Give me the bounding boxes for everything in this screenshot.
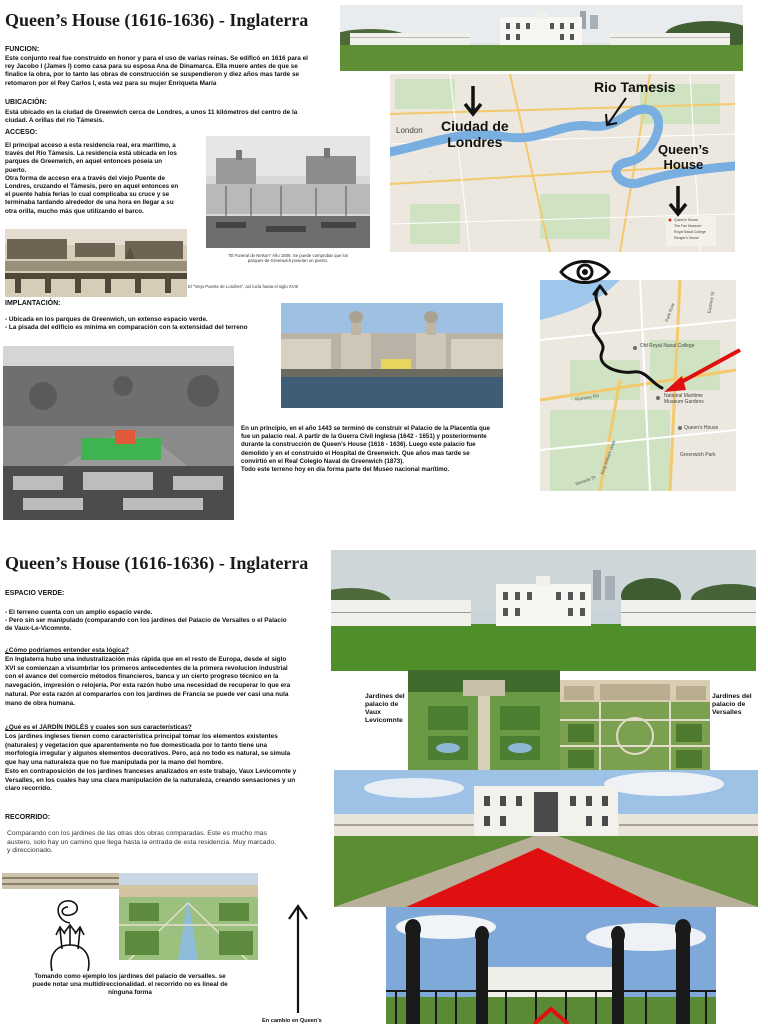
ubicacion-line: Está ubicado en la ciudad de Greenwich cerca de Londres, a unos 11 kilómetros del centro de la bbox=[5, 109, 298, 116]
logica-heading: ¿Cómo podríamos entender esta lógica? bbox=[5, 647, 129, 654]
logica-line: En Inglaterra hubo una industralización más rápida que en el resto de Europa, desde el siglo bbox=[5, 656, 287, 663]
historia-line: Todo este terreno hoy en día forma parte del Museo nacional marítimo. bbox=[241, 466, 450, 474]
jardin-heading: ¿Qué es el JARDÍN INGLÉS y cuales son sus características? bbox=[5, 724, 192, 731]
espacio-line: de Vaux-Le-Vicomnte. bbox=[5, 625, 72, 633]
espacio-text bbox=[5, 609, 325, 634]
versailles-aerial-painting bbox=[119, 873, 258, 960]
implantacion-line: - Ubicada en los parques de Greenwich, un extenso espacio verde. bbox=[5, 316, 208, 323]
versalles-caption-line: Tomando como ejemplo los jardines del palacio de versalles. se bbox=[34, 973, 226, 980]
old-london-bridge-engraving bbox=[5, 229, 187, 297]
recorrido-line: Comparando con los jardines de las otras dos obras comparadas. Este es mucho mas bbox=[7, 830, 267, 837]
map-label-london: London bbox=[396, 126, 423, 135]
old-london-bridge-caption: El "Viejo Puente de Londres", así lucía hasta el siglo XVIII bbox=[188, 284, 299, 289]
direction-triangle-icon bbox=[404, 848, 664, 908]
historia-line: durante la construcción de Queen’s House (1616 - 1636). Luego este palacio fue bbox=[241, 441, 476, 449]
map-label-ciudad-londres bbox=[441, 118, 509, 150]
label-versalles bbox=[712, 693, 766, 717]
recorrido-heading: RECORRIDO: bbox=[5, 814, 51, 821]
espacio-line: - El terreno cuenta con un amplio espacio verde. bbox=[5, 609, 153, 616]
ubicacion-line: ciudad. A orillas del río Támesis. bbox=[5, 117, 104, 125]
label-vaux bbox=[365, 693, 407, 725]
jardin-text bbox=[5, 733, 330, 794]
ubicacion-heading: UBICACIÓN: bbox=[5, 99, 47, 106]
historia-line: En un principio, en el año 1443 se terminó de construir el Palacio de la Placentia que bbox=[241, 425, 490, 432]
red-arrow-icon bbox=[660, 346, 744, 396]
logica-line: natural. Por esta razón al compararlos con los jardines de Francia se puede ver casi una nula bbox=[5, 690, 289, 698]
vaux-garden-photo bbox=[408, 670, 560, 772]
acceso-line: Otra forma de acceso era a través del viejo Puente de bbox=[5, 174, 165, 182]
acceso-line: Londres, cruzando el Támesis, pero en aquel entonces en bbox=[5, 183, 179, 191]
jardin-line: (naturales) y vegetación que aparentemente no fue domesticada por lo tanto tiene una bbox=[5, 741, 268, 749]
implantacion-heading: IMPLANTACIÓN: bbox=[5, 300, 61, 307]
page-title: Queen’s House (1616-1636) - Inglaterra bbox=[5, 10, 309, 30]
logica-line: mano de obra humana. bbox=[5, 699, 75, 707]
acceso-line: el puente había ferias lo cual complicaba su cruce y se bbox=[5, 191, 170, 199]
versalles-caption-line: ninguna forma bbox=[108, 989, 152, 997]
arrow-down-icon bbox=[458, 86, 488, 118]
map2-road-label: Romney Rd bbox=[574, 392, 600, 403]
label-line: palacio de bbox=[712, 701, 746, 708]
jardin-line: claro recorrido. bbox=[5, 785, 52, 793]
map-label-line: House bbox=[663, 157, 704, 172]
map-label-line: Ciudad de bbox=[441, 118, 509, 134]
funeral-nelson-engraving bbox=[206, 136, 370, 248]
arrow-down-left-icon bbox=[600, 96, 630, 128]
label-line: Vaux bbox=[365, 709, 381, 716]
arrow-up-icon bbox=[286, 903, 310, 1013]
recorrido-line: y direccionado. bbox=[7, 847, 53, 855]
acceso-line: otra orilla, mucho más que utilizando el barco. bbox=[5, 207, 144, 215]
espacio-line: - Pero sin ser manipulado (comparando con los jardines del Palacio de Versalles o el Palacio bbox=[5, 617, 287, 625]
funeral-nelson-caption bbox=[206, 253, 370, 264]
arrow-down-icon bbox=[666, 186, 690, 218]
page-title: Queen’s House (1616-1636) - Inglaterra bbox=[5, 553, 309, 573]
caption-line: "El Funeral de Nelson" Año 1806. Se puede comprobar que los bbox=[227, 253, 349, 258]
jardin-line: que hay una naturaleza que no fue manipulada por la mano del hombre. bbox=[5, 759, 224, 767]
acceso-line: El principal acceso a esta residencia real, era marítimo, a bbox=[5, 142, 176, 149]
acceso-heading: ACCESO: bbox=[5, 129, 38, 136]
map2-label-college: Old Royal Naval College bbox=[640, 343, 695, 349]
bottom-caption: En cambio en Queen's bbox=[262, 1018, 322, 1024]
greenwich-college-river-photo bbox=[281, 303, 503, 408]
map2-road-label: King William Walk bbox=[599, 439, 617, 476]
versailles-garden-photo bbox=[560, 680, 710, 772]
historia-line: fue un palacio real. A partir de la Guerra Civil Inglesa (1642 - 1651) y posteriormente bbox=[241, 433, 487, 441]
svg-text:·: · bbox=[430, 170, 432, 176]
label-line: Levicomnte bbox=[365, 717, 403, 724]
acceso-text bbox=[5, 142, 203, 216]
label-line: Versalles bbox=[712, 709, 742, 716]
logica-line: con el avance del comercio métodos financieros, banca y un cierto progreso técnico en la bbox=[5, 673, 279, 681]
acceso-line: parques de Greenwich, en aquel entonces poseía un bbox=[5, 158, 163, 166]
funcion-line: Este conjunto real fue construido en honor y para el uso de varias reinas. Se edificó en 1616 para el bbox=[5, 55, 308, 62]
svg-text:The Fan Museum: The Fan Museum bbox=[674, 224, 702, 228]
espacio-heading: ESPACIO VERDE: bbox=[5, 590, 65, 597]
logica-line: XVI se comienzan a visumbrlar los primeros antecedentes de la primera revolucion industrial bbox=[5, 664, 288, 672]
map2-road-label: Nevada St bbox=[574, 474, 597, 487]
funcion-heading: FUNCION: bbox=[5, 46, 40, 53]
map2-label-park: Greenwich Park bbox=[680, 452, 716, 458]
jardin-line: Esto en contraposición de los jardines franceses analizados en este trabajo, Vaux Levicomnte y bbox=[5, 767, 297, 775]
logica-line: navegación, impresión o relojería. Por esta razón hubo una necesidad de recuperar lo que era bbox=[5, 682, 291, 690]
svg-text:Royal Naval College: Royal Naval College bbox=[674, 230, 706, 234]
label-line: Jardines del bbox=[712, 693, 752, 700]
versalles-caption bbox=[12, 973, 248, 998]
queens-house-gate-photo bbox=[386, 907, 716, 1024]
map-label-rio-tamesis: Rio Tamesis bbox=[594, 79, 676, 95]
acceso-line: través del Río Támesis. La residencia está ubicada en los bbox=[5, 150, 177, 158]
queens-house-lawn-photo bbox=[331, 550, 756, 671]
funcion-line: finalice la obra, por lo tanto las obras de construcción se suspendieron y diez años mas tarde se bbox=[5, 71, 300, 79]
funcion-text bbox=[5, 55, 335, 88]
greenwich-aerial-photo bbox=[3, 346, 234, 520]
svg-text:·: · bbox=[630, 220, 632, 226]
historia-text bbox=[241, 425, 531, 474]
map-label-line: Londres bbox=[447, 134, 503, 150]
label-line: palacio de bbox=[365, 701, 399, 708]
svg-text:Queen's House: Queen's House bbox=[674, 218, 699, 222]
map2-road-label: Park Row bbox=[664, 302, 676, 323]
versalles-caption-line: puede notar una multidireccionalidad. el recorrido no es lineal de bbox=[32, 981, 228, 989]
recorrido-line: austero, solo hay un camino que llega hasta la entrada de esta residencia. Muy marcado, bbox=[7, 838, 277, 846]
jardin-line: Versalles, en los cuales hay una clara manipulación de la naturaleza, creando sensaciones y un bbox=[5, 776, 296, 784]
map-label-queens-house bbox=[658, 142, 709, 172]
implantacion-line: - La pisada del edificio es mínima en comparación con la extensidad del terreno bbox=[5, 324, 248, 332]
map-label-line: Queen’s bbox=[658, 142, 709, 157]
label-line: Jardines del bbox=[365, 693, 405, 700]
jardin-line: morfología irregular y algunos elementos decorativos. Pero, acá no todo es natural, se simula bbox=[5, 750, 291, 758]
svg-text:Ranger's House: Ranger's House bbox=[674, 236, 699, 240]
multidirection-sketch-icon bbox=[38, 893, 102, 973]
funcion-line: rey Jacobo I (James I) como casa para su esposa Ana de Dinamarca. Ella muere antes de que se bbox=[5, 63, 298, 71]
caption-line: parques de Greenwich poseían un puerto. bbox=[247, 258, 329, 264]
queens-house-panorama-photo bbox=[340, 5, 743, 71]
jardin-line: Los jardines ingleses tienen como característica principal tomar los elementos existentes bbox=[5, 733, 278, 740]
funcion-line: retomaron por el Rey Carlos I, esta vez para su mujer Enriqueta María bbox=[5, 79, 217, 87]
historia-line: demolido y en el construido el Hospital de Greenwich. Que años mas tarde se bbox=[241, 449, 470, 457]
map2-label-museum: National Maritime Museum Gardens bbox=[664, 393, 704, 405]
recorrido-text bbox=[7, 830, 332, 856]
logica-text bbox=[5, 656, 330, 708]
acceso-line: puerto. bbox=[5, 166, 27, 174]
ubicacion-text bbox=[5, 109, 335, 125]
map2-road-label: Eastney St bbox=[706, 291, 716, 314]
map2-label-queens-house: Queen's House bbox=[684, 425, 719, 431]
path-squiggle-icon bbox=[578, 282, 668, 394]
implantacion-text bbox=[5, 316, 275, 332]
historia-line: convirtió en el Real Colegio Naval de Greenwich (1873). bbox=[241, 457, 404, 465]
acceso-line: terminaba tardando alrededor de una hora en llegar a su bbox=[5, 199, 174, 207]
